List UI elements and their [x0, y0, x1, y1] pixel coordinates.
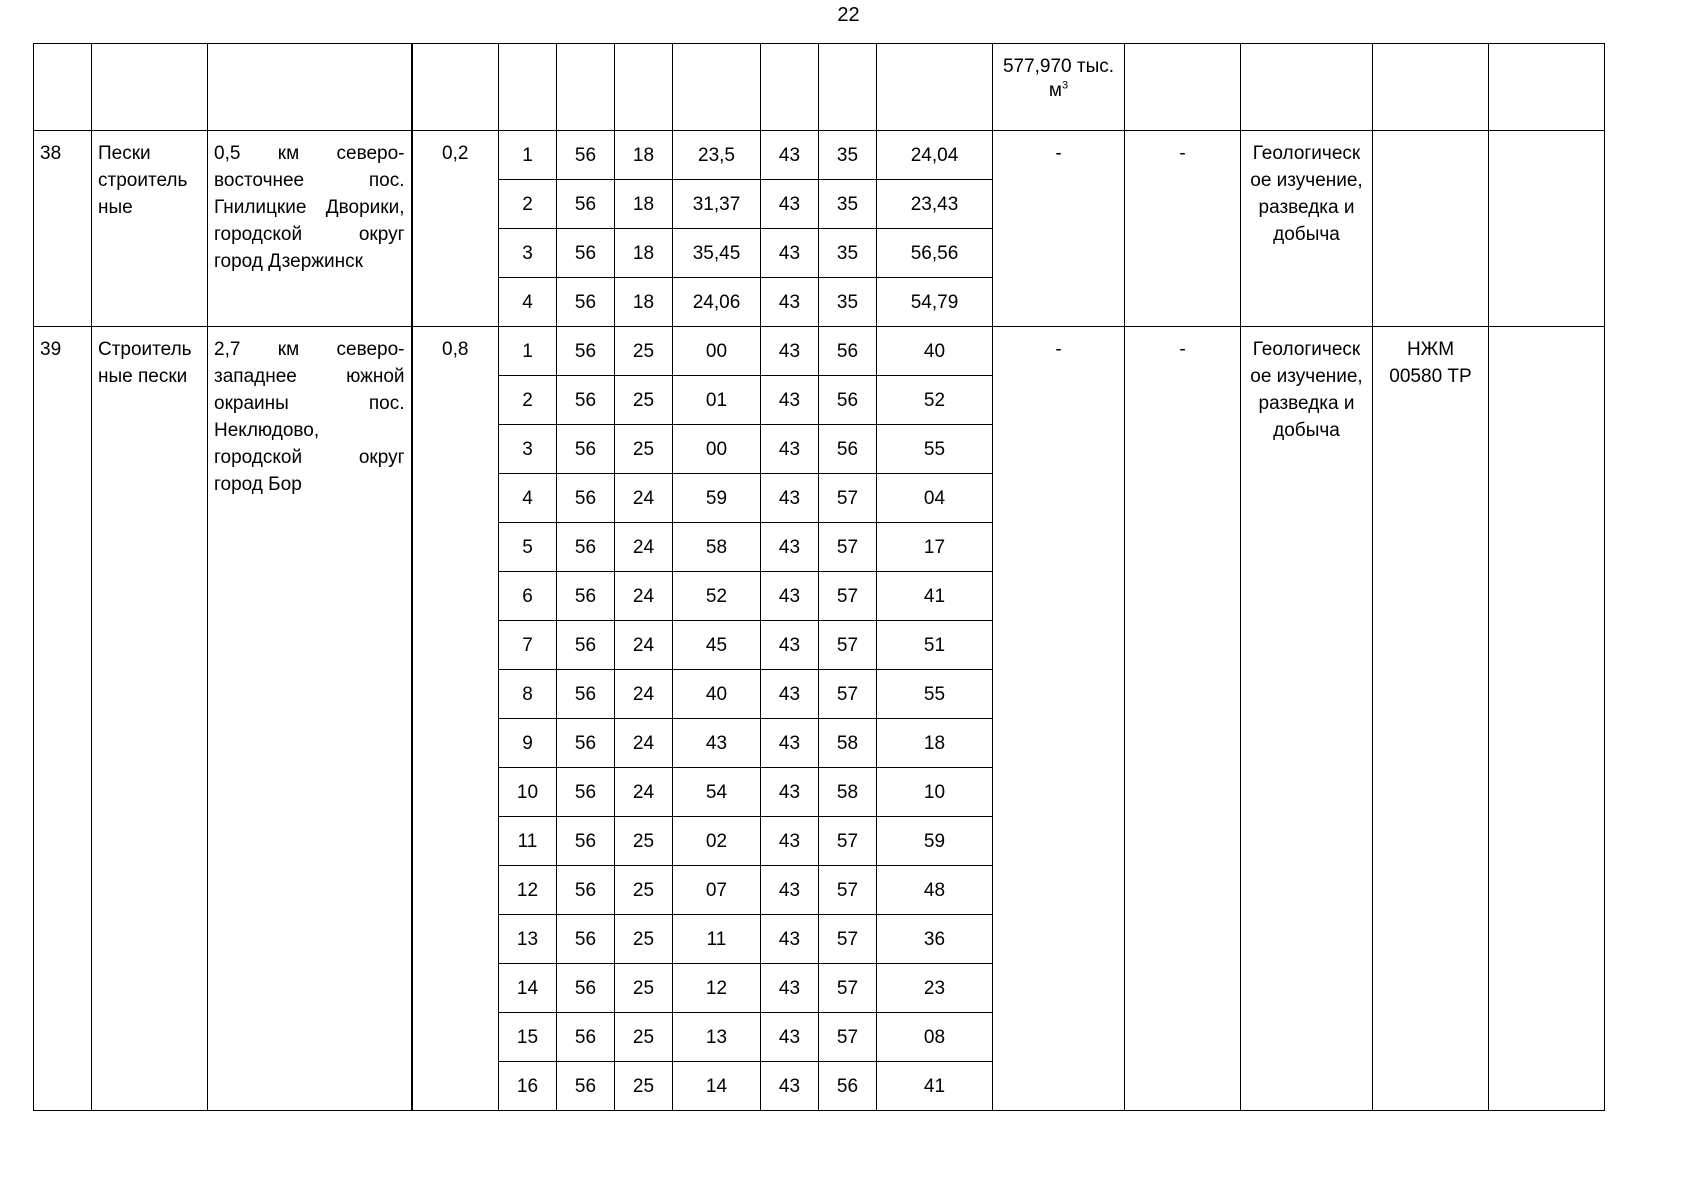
lon-min: 57 — [819, 915, 877, 964]
lat-sec: 58 — [673, 523, 761, 572]
lon-min: 57 — [819, 670, 877, 719]
point-number: 2 — [499, 376, 557, 425]
empty-cell — [208, 44, 412, 131]
lat-sec: 24,06 — [673, 278, 761, 327]
lon-deg: 43 — [761, 1013, 819, 1062]
empty-cell — [1241, 44, 1373, 131]
lat-sec: 59 — [673, 474, 761, 523]
lon-sec: 55 — [877, 425, 993, 474]
point-number: 15 — [499, 1013, 557, 1062]
empty-cell — [1489, 44, 1605, 131]
empty-cell — [819, 44, 877, 131]
lon-sec: 10 — [877, 768, 993, 817]
lon-deg: 43 — [761, 817, 819, 866]
lon-sec: 48 — [877, 866, 993, 915]
lon-min: 56 — [819, 327, 877, 376]
lon-deg: 43 — [761, 670, 819, 719]
lon-sec: 54,79 — [877, 278, 993, 327]
license — [1373, 131, 1489, 327]
lat-min: 25 — [615, 964, 673, 1013]
lon-min: 57 — [819, 474, 877, 523]
lat-min: 18 — [615, 131, 673, 180]
point-number: 10 — [499, 768, 557, 817]
lat-min: 24 — [615, 474, 673, 523]
lon-min: 35 — [819, 131, 877, 180]
point-number: 4 — [499, 474, 557, 523]
lat-min: 18 — [615, 229, 673, 278]
point-number: 8 — [499, 670, 557, 719]
lat-deg: 56 — [557, 670, 615, 719]
lon-min: 57 — [819, 817, 877, 866]
note — [1489, 327, 1605, 1111]
continuation-row — [34, 44, 1605, 131]
lon-min: 56 — [819, 425, 877, 474]
lon-deg: 43 — [761, 866, 819, 915]
lat-deg: 56 — [557, 719, 615, 768]
lat-min: 25 — [615, 425, 673, 474]
lon-min: 57 — [819, 1013, 877, 1062]
lat-sec: 11 — [673, 915, 761, 964]
lat-min: 18 — [615, 180, 673, 229]
lat-min: 24 — [615, 572, 673, 621]
lat-sec: 40 — [673, 670, 761, 719]
lon-deg: 43 — [761, 376, 819, 425]
lat-sec: 12 — [673, 964, 761, 1013]
table-row — [34, 327, 1605, 376]
lat-deg: 56 — [557, 425, 615, 474]
lon-min: 57 — [819, 866, 877, 915]
lon-sec: 23 — [877, 964, 993, 1013]
empty-cell — [673, 44, 761, 131]
lat-deg: 56 — [557, 1013, 615, 1062]
lat-sec: 13 — [673, 1013, 761, 1062]
lat-min: 25 — [615, 1013, 673, 1062]
empty-cell — [412, 44, 499, 131]
lat-sec: 54 — [673, 768, 761, 817]
lat-deg: 56 — [557, 1062, 615, 1111]
lon-deg: 43 — [761, 131, 819, 180]
lat-deg: 56 — [557, 523, 615, 572]
lon-sec: 24,04 — [877, 131, 993, 180]
lon-sec: 51 — [877, 621, 993, 670]
location: 0,5 км северо-восточнее пос. Гнилицкие Дворики, городской округ город Дзержинск — [208, 131, 412, 327]
empty-cell — [615, 44, 673, 131]
lat-deg: 56 — [557, 376, 615, 425]
lon-deg: 43 — [761, 523, 819, 572]
lon-sec: 17 — [877, 523, 993, 572]
lat-min: 25 — [615, 327, 673, 376]
lat-sec: 07 — [673, 866, 761, 915]
point-number: 7 — [499, 621, 557, 670]
lon-deg: 43 — [761, 621, 819, 670]
lat-sec: 31,37 — [673, 180, 761, 229]
lon-min: 35 — [819, 180, 877, 229]
lon-deg: 43 — [761, 1062, 819, 1111]
lon-min: 57 — [819, 621, 877, 670]
lon-sec: 04 — [877, 474, 993, 523]
reserves-line-2: м — [1048, 80, 1062, 101]
empty-cell — [34, 44, 92, 131]
lat-min: 24 — [615, 670, 673, 719]
empty-cell — [92, 44, 208, 131]
lon-sec: 59 — [877, 817, 993, 866]
point-number: 1 — [499, 327, 557, 376]
lat-deg: 56 — [557, 915, 615, 964]
lon-sec: 40 — [877, 327, 993, 376]
lat-deg: 56 — [557, 474, 615, 523]
lat-min: 25 — [615, 376, 673, 425]
note — [1489, 131, 1605, 327]
lon-sec: 18 — [877, 719, 993, 768]
lon-min: 57 — [819, 964, 877, 1013]
lat-sec: 14 — [673, 1062, 761, 1111]
lat-deg: 56 — [557, 131, 615, 180]
lat-deg: 56 — [557, 278, 615, 327]
lon-min: 35 — [819, 229, 877, 278]
lon-sec: 52 — [877, 376, 993, 425]
page-number: 22 — [837, 4, 860, 26]
point-number: 4 — [499, 278, 557, 327]
point-number: 6 — [499, 572, 557, 621]
category: - — [1125, 327, 1241, 1111]
reserves-superscript: 3 — [1061, 79, 1069, 92]
lon-sec: 41 — [877, 1062, 993, 1111]
point-number: 3 — [499, 425, 557, 474]
point-number: 12 — [499, 866, 557, 915]
point-number: 2 — [499, 180, 557, 229]
lat-min: 25 — [615, 866, 673, 915]
empty-cell — [761, 44, 819, 131]
lat-sec: 45 — [673, 621, 761, 670]
lon-min: 35 — [819, 278, 877, 327]
lat-deg: 56 — [557, 768, 615, 817]
lat-min: 25 — [615, 1062, 673, 1111]
lat-deg: 56 — [557, 180, 615, 229]
point-number: 16 — [499, 1062, 557, 1111]
lon-deg: 43 — [761, 964, 819, 1013]
lon-sec: 56,56 — [877, 229, 993, 278]
point-number: 1 — [499, 131, 557, 180]
lon-sec: 36 — [877, 915, 993, 964]
mineral-name: Пески строитель ные — [92, 131, 208, 327]
reserves-cell — [993, 44, 1125, 131]
lat-min: 25 — [615, 915, 673, 964]
lat-deg: 56 — [557, 327, 615, 376]
lon-sec: 41 — [877, 572, 993, 621]
lat-deg: 56 — [557, 572, 615, 621]
category: - — [1125, 131, 1241, 327]
point-number: 14 — [499, 964, 557, 1013]
lat-sec: 01 — [673, 376, 761, 425]
lat-sec: 23,5 — [673, 131, 761, 180]
lat-sec: 00 — [673, 327, 761, 376]
lat-min: 25 — [615, 817, 673, 866]
point-number: 13 — [499, 915, 557, 964]
lon-deg: 43 — [761, 719, 819, 768]
area: 0,2 — [412, 131, 499, 327]
reserves: - — [993, 327, 1125, 1111]
lon-deg: 43 — [761, 915, 819, 964]
purpose: Геологическ ое изучение, разведка и добыча — [1241, 327, 1373, 1111]
lat-deg: 56 — [557, 229, 615, 278]
lon-min: 57 — [819, 523, 877, 572]
empty-cell — [877, 44, 993, 131]
lon-min: 56 — [819, 1062, 877, 1111]
empty-cell — [499, 44, 557, 131]
lat-sec: 52 — [673, 572, 761, 621]
lon-deg: 43 — [761, 768, 819, 817]
lon-min: 56 — [819, 376, 877, 425]
lon-min: 58 — [819, 719, 877, 768]
lon-min: 57 — [819, 572, 877, 621]
lat-deg: 56 — [557, 817, 615, 866]
license: НЖМ 00580 ТР — [1373, 327, 1489, 1111]
lon-sec: 23,43 — [877, 180, 993, 229]
lat-deg: 56 — [557, 866, 615, 915]
reserves-line-1: 577,970 тыс. — [1002, 56, 1115, 77]
deposit-number: 39 — [34, 327, 92, 1111]
lon-deg: 43 — [761, 229, 819, 278]
deposit-number: 38 — [34, 131, 92, 327]
lat-sec: 02 — [673, 817, 761, 866]
lat-min: 24 — [615, 768, 673, 817]
lat-sec: 43 — [673, 719, 761, 768]
lat-min: 24 — [615, 621, 673, 670]
point-number: 9 — [499, 719, 557, 768]
lat-deg: 56 — [557, 964, 615, 1013]
lat-min: 18 — [615, 278, 673, 327]
reserves: - — [993, 131, 1125, 327]
lon-deg: 43 — [761, 278, 819, 327]
deposit-table — [33, 43, 1605, 1111]
lat-sec: 00 — [673, 425, 761, 474]
lon-deg: 43 — [761, 572, 819, 621]
lat-sec: 35,45 — [673, 229, 761, 278]
empty-cell — [1125, 44, 1241, 131]
table-row — [34, 131, 1605, 180]
empty-cell — [557, 44, 615, 131]
lon-min: 58 — [819, 768, 877, 817]
point-number: 11 — [499, 817, 557, 866]
point-number: 3 — [499, 229, 557, 278]
empty-cell — [1373, 44, 1489, 131]
lon-sec: 55 — [877, 670, 993, 719]
lat-min: 24 — [615, 719, 673, 768]
point-number: 5 — [499, 523, 557, 572]
lon-deg: 43 — [761, 180, 819, 229]
purpose: Геологическ ое изучение, разведка и добыча — [1241, 131, 1373, 327]
lat-min: 24 — [615, 523, 673, 572]
mineral-name: Строитель ные пески — [92, 327, 208, 1111]
area: 0,8 — [412, 327, 499, 1111]
lon-sec: 08 — [877, 1013, 993, 1062]
lat-deg: 56 — [557, 621, 615, 670]
lon-deg: 43 — [761, 327, 819, 376]
lon-deg: 43 — [761, 425, 819, 474]
location: 2,7 км северо-западнее южной окраины пос. Неклюдово, городской округ город Бор — [208, 327, 412, 1111]
lon-deg: 43 — [761, 474, 819, 523]
